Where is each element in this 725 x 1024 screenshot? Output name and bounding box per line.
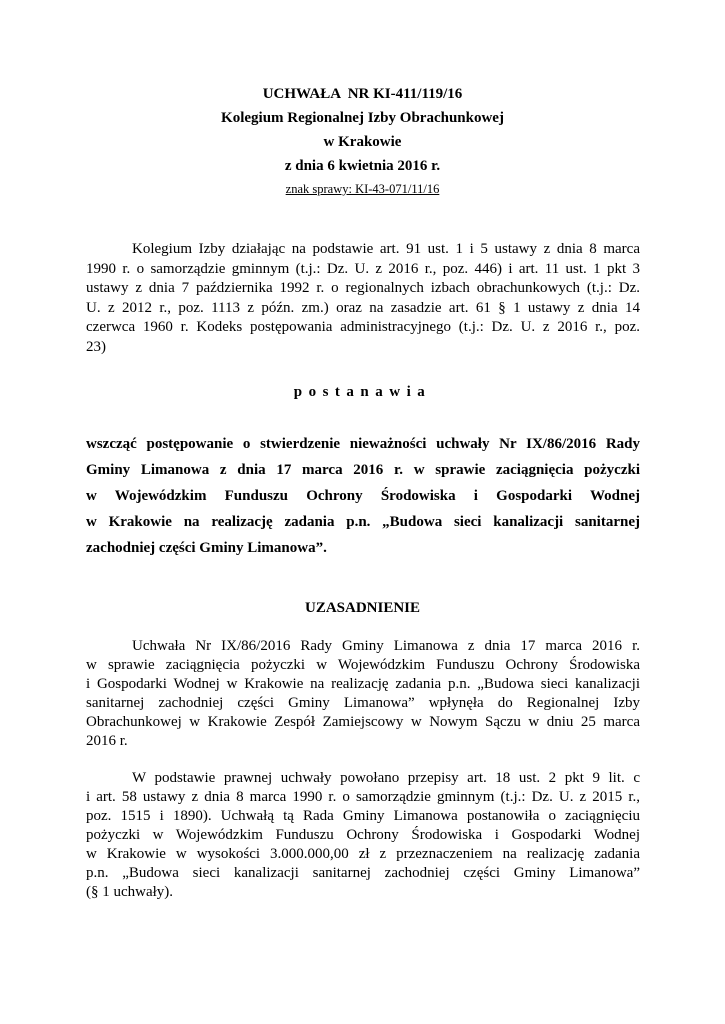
paragraph-line: Kolegium Izby działając na podstawie art. 91 ust. 1 i 5 ustawy z dnia 8 marca bbox=[132, 241, 640, 257]
paragraph-line: ustawy z dnia 7 października 1992 r. o regionalnych izbach obrachunkowych (t.j.: Dz. bbox=[86, 280, 640, 296]
paragraph-line: 1990 r. o samorządzie gminnym (t.j.: Dz. U. z 2016 r., poz. 446) i art. 11 ust. 1 pkt 3 bbox=[86, 260, 640, 277]
justification-heading: UZASADNIENIE bbox=[304, 600, 421, 616]
ruling-line: w Krakowie na realizację zadania p.n. „Budowa sieci kanalizacji sanitarnej bbox=[86, 514, 640, 530]
paragraph-line: Obrachunkowej w Krakowie Zespół Zamiejscowy w Nowym Sączu w dniu 25 marca bbox=[86, 714, 640, 730]
legal-basis-paragraph bbox=[86, 240, 640, 357]
resolution-date: z dnia 6 kwietnia 2016 r. bbox=[284, 158, 441, 174]
decision-heading: postanawia bbox=[293, 384, 432, 400]
paragraph-line: (§ 1 uchwały). bbox=[86, 884, 174, 900]
paragraph-line: i Gospodarki Wodnej w Krakowie na realizację zadania p.n. „Budowa sieci kanalizacji bbox=[86, 676, 640, 692]
paragraph-line: 2016 r. bbox=[86, 733, 128, 749]
paragraph-line: w sprawie zaciągnięcia pożyczki w Wojewódzkim Funduszu Ochrony Środowiska bbox=[86, 657, 640, 673]
paragraph-line: U. z 2012 r., poz. 1113 z późn. zm.) oraz na zasadzie art. 61 § 1 ustawy z dnia 14 bbox=[86, 299, 640, 316]
paragraph-line: sanitarnej zachodniej części Gminy Limanowa” wpłynęła do Regionalnej Izby bbox=[86, 695, 640, 711]
case-reference: znak sprawy: KI-43-071/11/16 bbox=[285, 182, 440, 196]
resolution-number: UCHWAŁA NR KI-411/119/16 bbox=[262, 86, 463, 102]
resolution-header bbox=[0, 82, 725, 198]
paragraph-line: p.n. „Budowa sieci kanalizacji sanitarnej zachodniej części Gminy Limanowa” bbox=[86, 865, 640, 881]
paragraph-line: W podstawie prawnej uchwały powołano przepisy art. 18 ust. 2 pkt 9 lit. c bbox=[132, 770, 640, 786]
paragraph-line: w Krakowie w wysokości 3.000.000,00 zł z przeznaczeniem na realizację zadania bbox=[86, 846, 640, 862]
paragraph-line: poz. 1515 i 1890). Uchwałą tą Rada Gminy Limanowa postanowiła o zaciągnięciu bbox=[86, 808, 640, 824]
ruling-line: zachodniej części Gminy Limanowa”. bbox=[86, 540, 327, 556]
paragraph-line: czerwca 1960 r. Kodeks postępowania administracyjnego (t.j.: Dz. U. z 2016 r., poz. bbox=[86, 319, 640, 335]
ruling-line: wszcząć postępowanie o stwierdzenie nieważności uchwały Nr IX/86/2016 Rady bbox=[86, 436, 640, 452]
justification-paragraph-2 bbox=[86, 769, 640, 902]
paragraph-line: 23) bbox=[86, 338, 106, 355]
paragraph-line: i art. 58 ustawy z dnia 8 marca 1990 r. o samorządzie gminnym (t.j.: Dz. U. z 2015 r., bbox=[86, 789, 640, 805]
issuing-body-location: w Krakowie bbox=[323, 134, 402, 150]
issuing-body: Kolegium Regionalnej Izby Obrachunkowej bbox=[221, 110, 504, 126]
justification-paragraph-1 bbox=[86, 637, 640, 751]
paragraph-line: Uchwała Nr IX/86/2016 Rady Gminy Limanowa z dnia 17 marca 2016 r. bbox=[132, 638, 640, 654]
ruling-paragraph bbox=[86, 431, 640, 561]
ruling-line: w Wojewódzkim Funduszu Ochrony Środowiska i Gospodarki Wodnej bbox=[86, 488, 640, 504]
paragraph-line: pożyczki w Wojewódzkim Funduszu Ochrony Środowiska i Gospodarki Wodnej bbox=[86, 827, 640, 843]
ruling-line: Gminy Limanowa z dnia 17 marca 2016 r. w sprawie zaciągnięcia pożyczki bbox=[86, 462, 640, 478]
